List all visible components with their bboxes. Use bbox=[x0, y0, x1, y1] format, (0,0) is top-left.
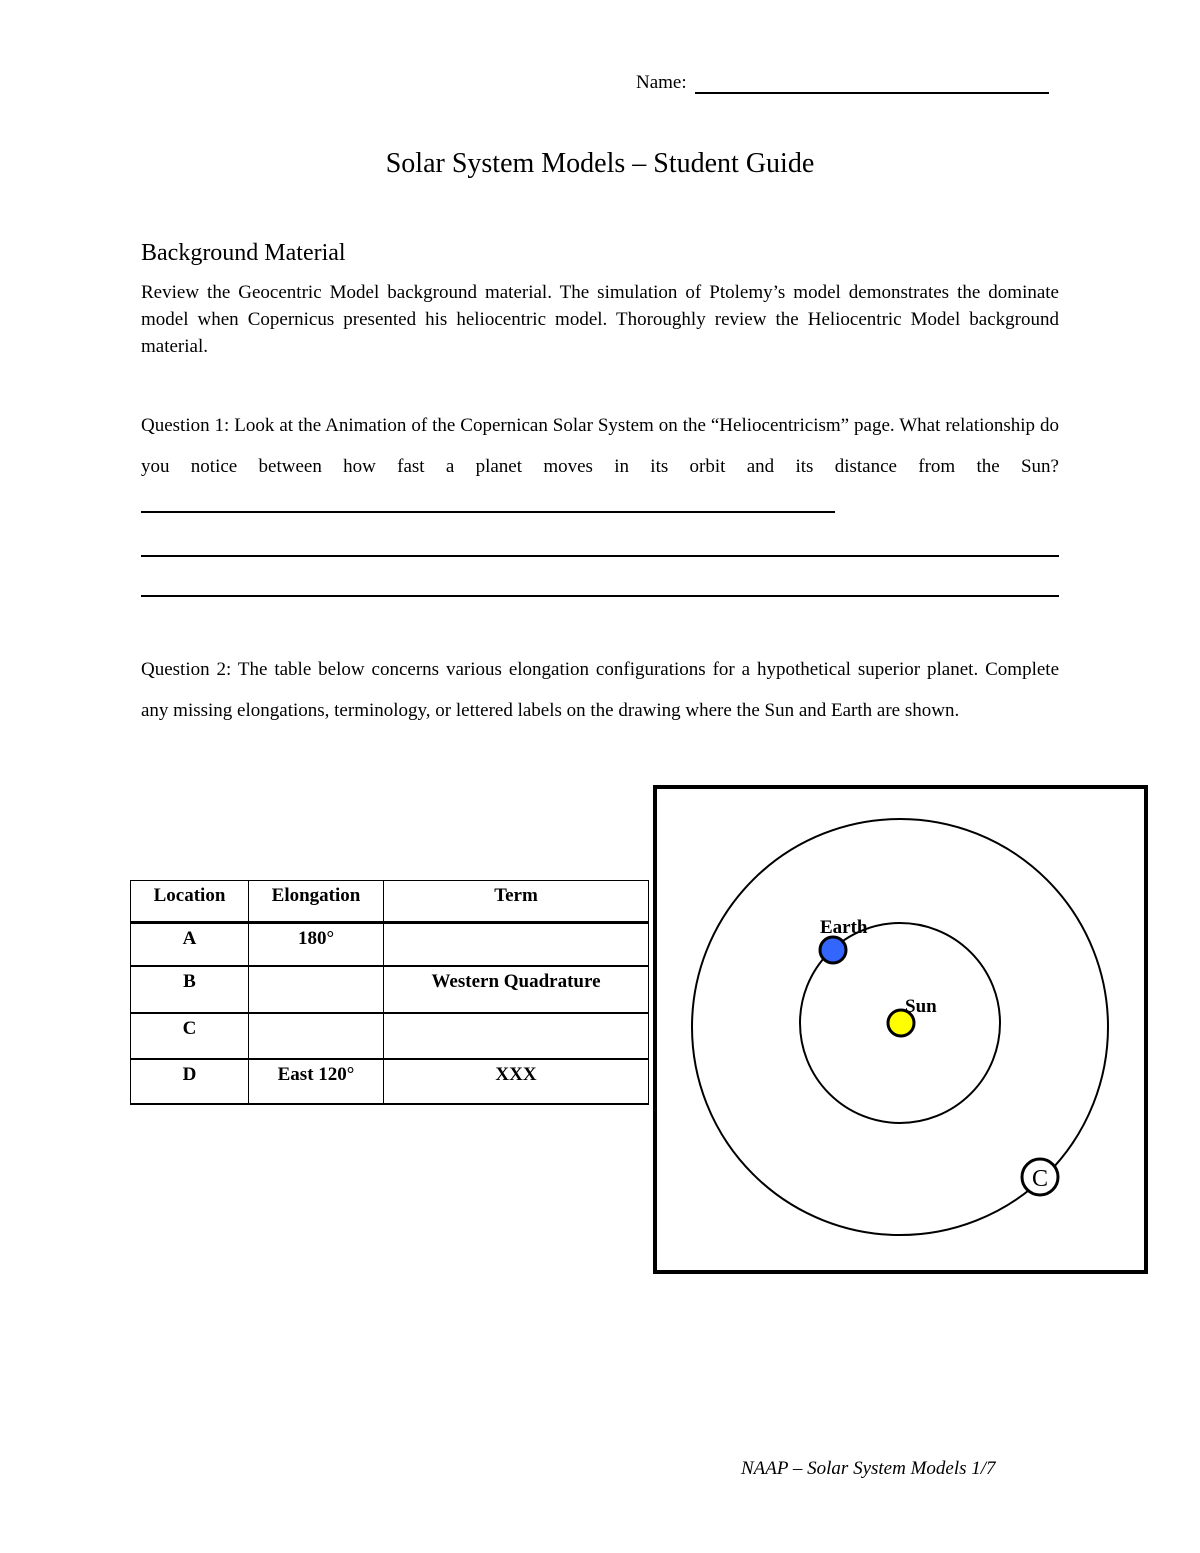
cell-term[interactable] bbox=[384, 1013, 649, 1059]
question-1-text: Question 1: Look at the Animation of the Copernican Solar System on the “Heliocentricism” page. What relationship do you notice between how fast a planet moves in its orbit and its distance from the Sun? bbox=[141, 415, 1059, 477]
question-1-answer-line-1[interactable] bbox=[141, 495, 835, 513]
cell-term[interactable] bbox=[384, 923, 649, 966]
name-label: Name: bbox=[636, 72, 687, 93]
question-1-answer-line-3[interactable] bbox=[141, 595, 1059, 597]
cell-elongation[interactable]: 180° bbox=[249, 923, 384, 966]
cell-elongation[interactable] bbox=[249, 1013, 384, 1059]
table-row bbox=[131, 1013, 649, 1059]
cell-location: D bbox=[131, 1059, 249, 1104]
page-footer: NAAP – Solar System Models 1/7 bbox=[741, 1458, 996, 1479]
page-title: Solar System Models – Student Guide bbox=[385, 148, 815, 179]
name-field-row bbox=[636, 72, 1049, 94]
table-row bbox=[131, 1059, 649, 1104]
table-row bbox=[131, 966, 649, 1013]
earth-icon bbox=[820, 937, 846, 963]
cell-location: C bbox=[131, 1013, 249, 1059]
header-term: Term bbox=[384, 881, 649, 923]
background-heading: Background Material bbox=[141, 240, 346, 266]
header-elongation: Elongation bbox=[249, 881, 384, 923]
cell-elongation[interactable]: East 120° bbox=[249, 1059, 384, 1104]
sun-label: Sun bbox=[905, 996, 937, 1017]
elongation-table bbox=[130, 880, 649, 1105]
planet-c-label: C bbox=[1031, 1166, 1049, 1192]
question-2: Question 2: The table below concerns various elongation configurations for a hypothetical superior planet. Complete any missing elongations, terminology, or lettered labels on the drawing where the Sun and Earth are shown. bbox=[141, 659, 1059, 721]
earth-label: Earth bbox=[820, 917, 868, 938]
name-input-line[interactable] bbox=[695, 72, 1049, 94]
cell-term[interactable]: Western Quadrature bbox=[384, 966, 649, 1013]
orbit-diagram bbox=[653, 785, 1148, 1275]
cell-location: A bbox=[131, 923, 249, 966]
table-row bbox=[131, 923, 649, 966]
background-paragraph: Review the Geocentric Model background material. The simulation of Ptolemy’s model demonstrates the dominate model when Copernicus presented his heliocentric model. Thoroughly review the Heliocentric Model background material. bbox=[141, 282, 1059, 357]
question-1-answer-line-2[interactable] bbox=[141, 555, 1059, 557]
cell-term[interactable]: XXX bbox=[384, 1059, 649, 1104]
cell-elongation[interactable] bbox=[249, 966, 384, 1013]
header-location: Location bbox=[131, 881, 249, 923]
cell-location: B bbox=[131, 966, 249, 1013]
question-1 bbox=[141, 405, 1059, 528]
